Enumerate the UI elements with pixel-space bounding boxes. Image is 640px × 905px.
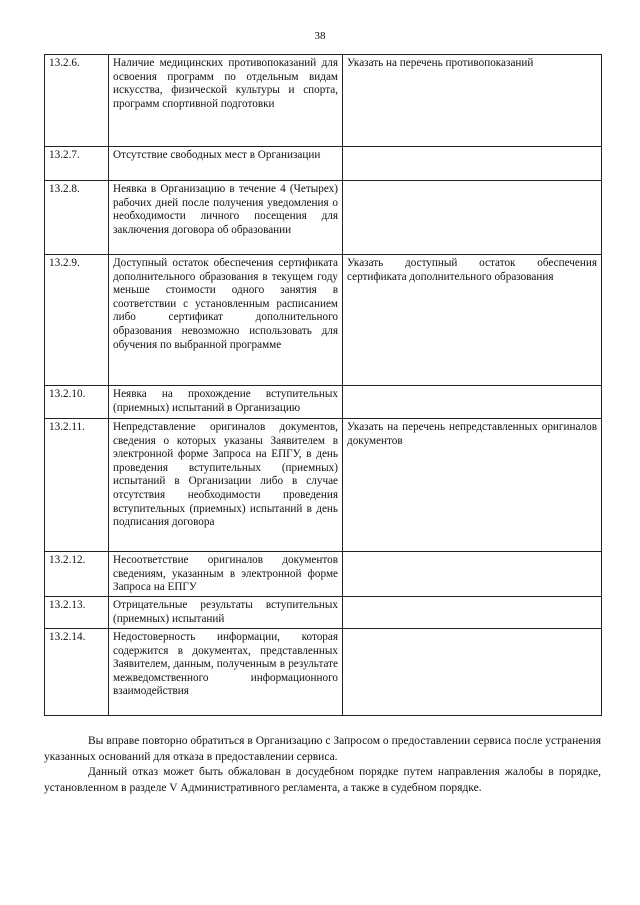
refusal-reason: Недостоверность информации, которая содержится в документах, представленных Заявителем, данным, полученным в результате межведомственного информационного взаимодействия [109, 629, 343, 716]
refusal-reason: Неявка на прохождение вступительных (приемных) испытаний в Организацию [109, 386, 343, 419]
row-number: 13.2.11. [45, 419, 109, 552]
table-row [45, 419, 602, 552]
table-row [45, 55, 602, 147]
refusal-reason: Доступный остаток обеспечения сертификата дополнительного образования в текущем году меньше стоимости одного занятия в соответствии с установленным расписанием либо сертификат дополнительного образования невозможно использовать для обучения по выбранной программе [109, 255, 343, 386]
page-number: 38 [314, 30, 326, 42]
refusal-explanation [343, 181, 602, 255]
refusal-explanation: Указать на перечень непредставленных оригиналов документов [343, 419, 602, 552]
refusal-explanation [343, 597, 602, 629]
closing-text [44, 734, 601, 796]
table-row [45, 255, 602, 386]
refusal-explanation: Указать доступный остаток обеспечения сертификата дополнительного образования [343, 255, 602, 386]
table-row [45, 147, 602, 181]
refusal-reason: Наличие медицинских противопоказаний для освоения программ по отдельным видам искусства, физической культуры и спорта, программ спортивной подготовки [109, 55, 343, 147]
table-row [45, 629, 602, 716]
refusal-explanation [343, 386, 602, 419]
row-number: 13.2.6. [45, 55, 109, 147]
table-row [45, 181, 602, 255]
refusal-explanation [343, 147, 602, 181]
table-row [45, 597, 602, 629]
refusal-reason: Непредставление оригиналов документов, сведения о которых указаны Заявителем в электронной форме Запроса на ЕПГУ, в день проведения вступительных (приемных) испытаний в Организации либо в случае отсутствия необходимости проведения вступительных (приемных) испытаний в день подписания договора [109, 419, 343, 552]
appeal-paragraph: Данный отказ может быть обжалован в досудебном порядке путем направления жалобы в порядке, установленном в разделе V Административного регламента, а также в судебном порядке. [44, 766, 601, 794]
refusal-explanation [343, 629, 602, 716]
resubmit-paragraph: Вы вправе повторно обратиться в Организацию с Запросом о предоставлении сервиса после устранения указанных оснований для отказа в предоставлении сервиса. [44, 735, 601, 763]
refusal-reason: Несоответствие оригиналов документов сведениям, указанным в электронной форме Запроса на ЕПГУ [109, 552, 343, 597]
row-number: 13.2.8. [45, 181, 109, 255]
refusal-explanation [343, 552, 602, 597]
refusal-reason: Отрицательные результаты вступительных (приемных) испытаний [109, 597, 343, 629]
table-row [45, 386, 602, 419]
refusal-explanation: Указать на перечень противопоказаний [343, 55, 602, 147]
row-number: 13.2.12. [45, 552, 109, 597]
refusal-reasons-table [44, 54, 602, 716]
table-row [45, 552, 602, 597]
refusal-reason: Неявка в Организацию в течение 4 (Четырех) рабочих дней после получения уведомления о необходимости личного посещения для заключения договора об образовании [109, 181, 343, 255]
refusal-reason: Отсутствие свободных мест в Организации [109, 147, 343, 181]
row-number: 13.2.10. [45, 386, 109, 419]
row-number: 13.2.9. [45, 255, 109, 386]
row-number: 13.2.7. [45, 147, 109, 181]
row-number: 13.2.14. [45, 629, 109, 716]
row-number: 13.2.13. [45, 597, 109, 629]
